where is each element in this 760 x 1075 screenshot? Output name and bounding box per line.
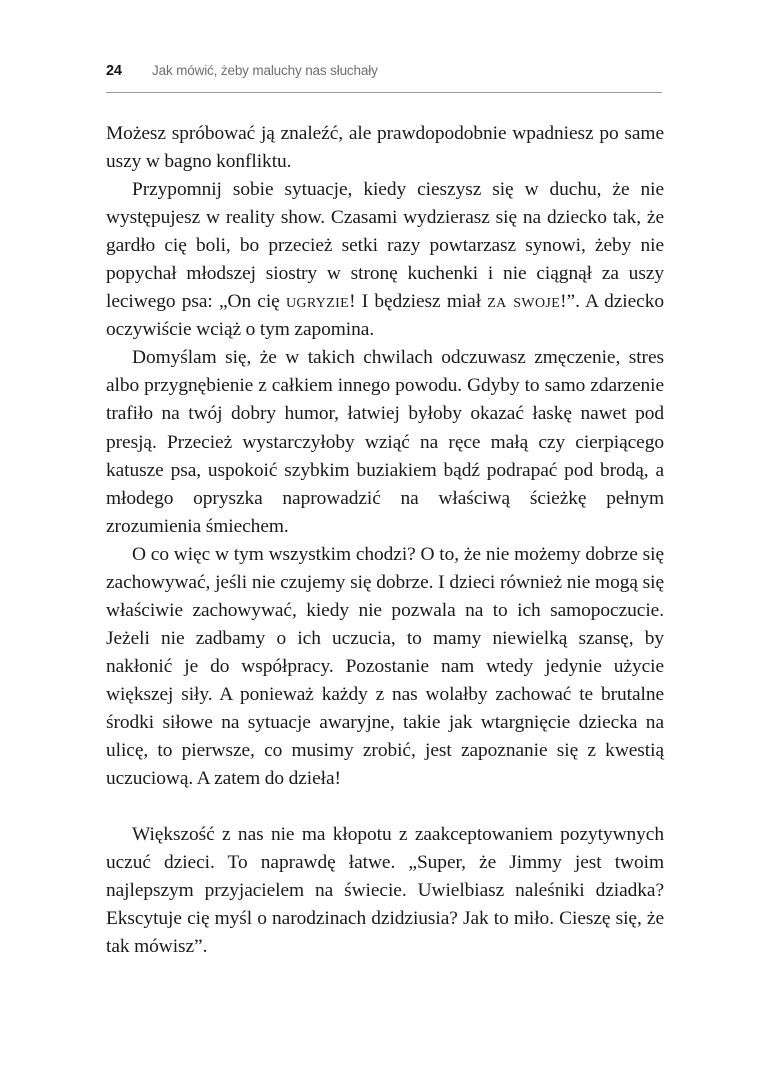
page-number: 24 (106, 63, 122, 79)
paragraph: O co więc w tym wszystkim chodzi? O to, że nie możemy dobrze się zachowywać, jeśli nie czujemy się dobrze. I dzieci również nie mogą się właściwie zachowywać, kiedy nie pozwala na to ich samopoczucie. Jeżeli nie zadbamy o ich uczucia, to mamy niewielką szansę, by nakłonić je do współpracy. Pozostanie nam wtedy jedynie użycie większej siły. A ponieważ każdy z nas wolałby zachować te brutalne środki siłowe na sytuacje awaryjne, takie jak wtargnięcie dziecka na ulicę, to pierwsze, co musimy zrobić, jest zapoznanie się z kwestią uczuciową. A zatem do dzieła! (106, 543, 664, 790)
small-caps-emphasis: za swoje (487, 291, 561, 313)
small-caps-emphasis: ugryzie (285, 291, 350, 313)
running-head-rule (106, 92, 662, 93)
paragraph: Przypomnij sobie sytuacje, kiedy cieszysz się w duchu, że nie występujesz w reality show. Czasami wydzierasz się na dziecko tak, że gardło cię boli, bo przecież setki razy powtarzasz synowi, żeby nie popychał młodszej siostry w stronę kuchenki i nie ciągnął za uszy leciwego psa: „On cię ugryzie! I będziesz miał za swoje!”. A dziecko oczywiście wciąż o tym zapomina. (106, 179, 664, 341)
paragraph: Domyślam się, że w takich chwilach odczuwasz zmęczenie, stres albo przygnębienie z całkiem innego powodu. Gdyby to samo zdarzenie trafiło na twój dobry humor, łatwiej byłoby okazać łaskę nawet pod presją. Przecież wystarczyłoby wziąć na ręce małą czy cierpiącego katusze psa, uspokoić szybkim buziakiem bądź podrapać pod brodą, a młodego opryszka naprowadzić na właściwą ścieżkę pełnym zrozumienia śmiechem. (106, 347, 664, 537)
body-text-column (106, 120, 664, 961)
paragraph: Możesz spróbować ją znaleźć, ale prawdopodobnie wpadniesz po same uszy w bagno konfliktu. (106, 123, 664, 173)
running-head (106, 63, 662, 79)
paragraph: Większość z nas nie ma kłopotu z zaakceptowaniem pozytywnych uczuć dzieci. To naprawdę łatwe. „Super, że Jimmy jest twoim najlepszym przyjacielem na świecie. Uwielbiasz naleśniki dziadka? Ekscytuje cię myśl o narodzinach dzidziusia? Jak to miło. Cieszę się, że tak mówisz”. (106, 824, 664, 958)
running-head-title: Jak mówić, żeby maluchy nas słuchały (152, 63, 378, 78)
